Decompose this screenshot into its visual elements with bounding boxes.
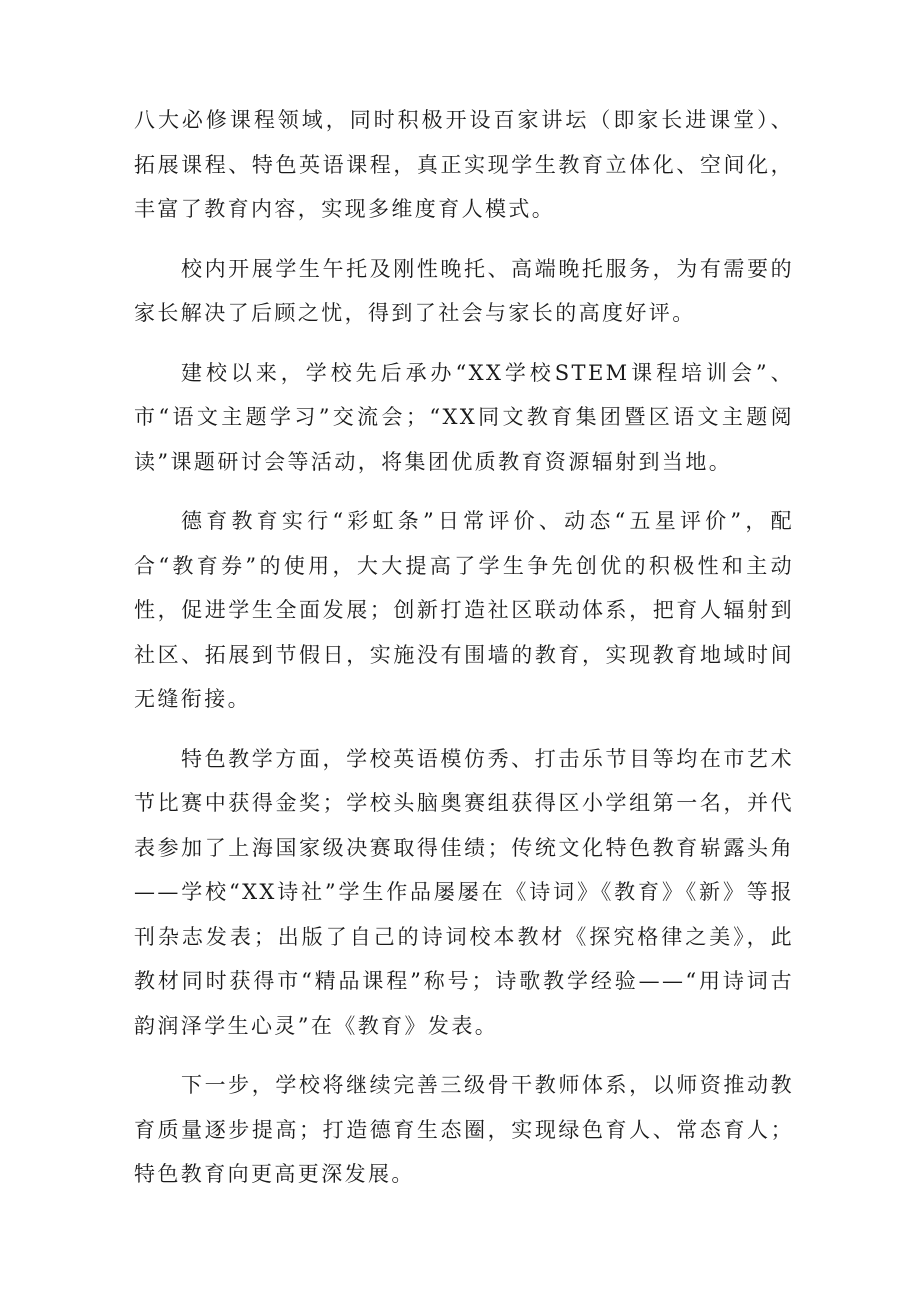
paragraph-moral-education: 德育教育实行“彩虹条”日常评价、动态“五星评价”，配合“教育券”的使用，大大提高了学生争先创优的积极性和主动性，促进学生全面发展；创新打造社区联动体系，把育人辐射到社区、拓展到节假日，实施没有围墙的教育，实现教育地域时间无缝衔接。: [134, 509, 794, 711]
paragraph-continuation: 八大必修课程领域，同时积极开设百家讲坛（即家长进课堂）、拓展课程、特色英语课程，真正实现学生教育立体化、空间化，丰富了教育内容，实现多维度育人模式。: [134, 108, 794, 221]
document-body: [134, 98, 794, 1212]
paragraph-special-teaching: 特色教学方面，学校英语模仿秀、打击乐节目等均在市艺术节比赛中获得金奖；学校头脑奥赛组获得区小学组第一名，并代表参加了上海国家级决赛取得佳绩；传统文化特色教育崭露头角——学校“XX诗社”学生作品屡屡在《诗词》《教育》《新》等报刊杂志发表；出版了自己的诗词校本教材《探究格律之美》，此教材同时获得市“精品课程”称号；诗歌教学经验——“用诗词古韵润泽学生心灵”在《教育》发表。: [134, 746, 794, 1038]
paragraph-after-school-care: 校内开展学生午托及刚性晚托、高端晚托服务，为有需要的家长解决了后顾之忧，得到了社会与家长的高度好评。: [134, 256, 794, 325]
paragraph-events-hosted: 建校以来，学校先后承办“XX学校STEM课程培训会”、市“语文主题学习”交流会；“XX同文教育集团暨区语文主题阅读”课题研讨会等活动，将集团优质教育资源辐射到当地。: [134, 360, 794, 474]
paragraph-next-steps: 下一步，学校将继续完善三级骨干教师体系，以师资推动教育质量逐步提高；打造德育生态圈，实现绿色育人、常态育人；特色教育向更高更深发展。: [134, 1073, 794, 1186]
